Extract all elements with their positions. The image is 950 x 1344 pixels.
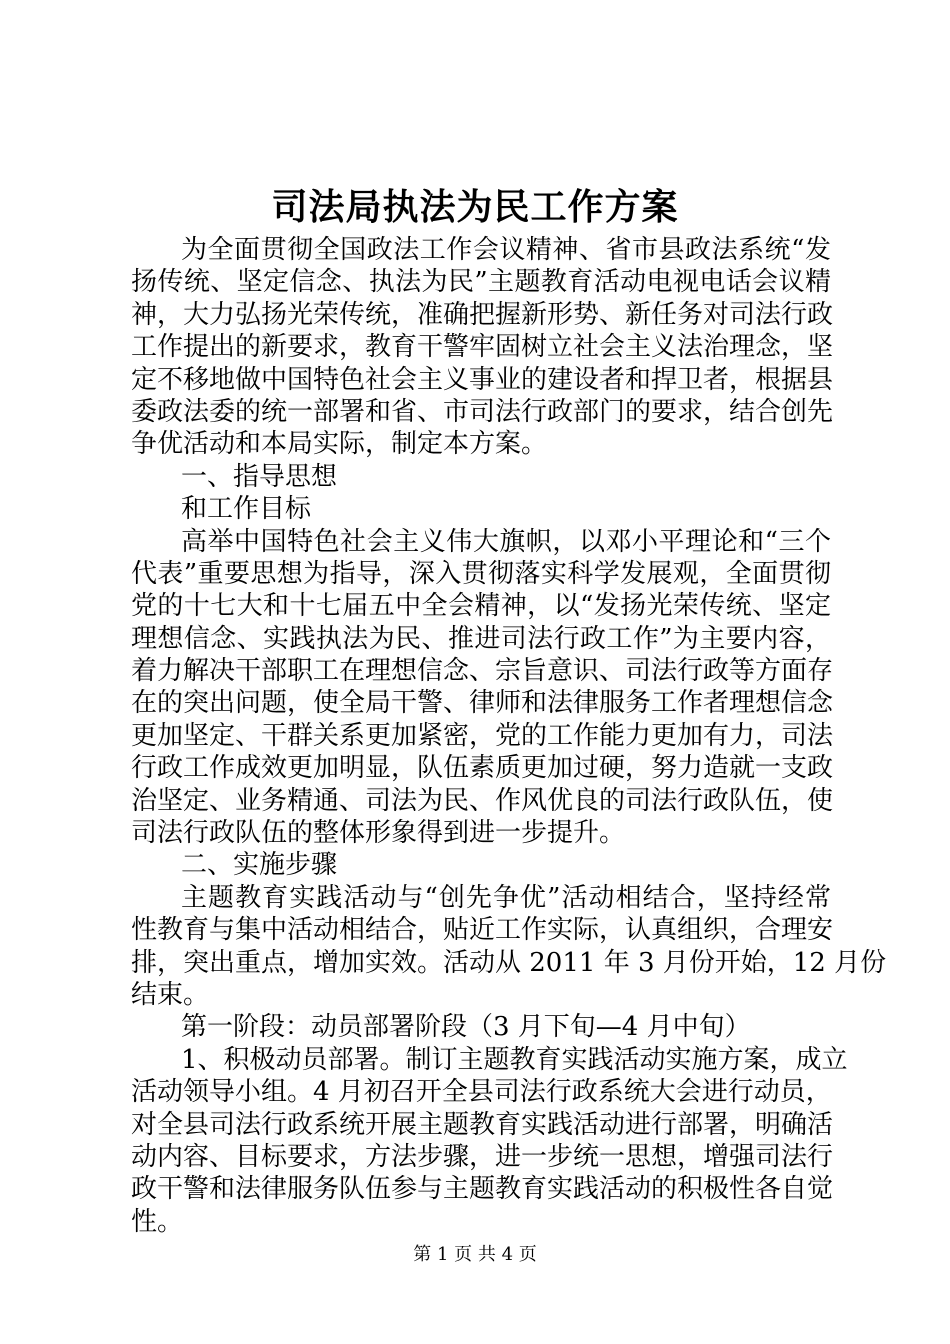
body-line: 和工作目标	[181, 494, 312, 525]
body-line: 定不移地做中国特色社会主义事业的建设者和捍卫者，根据县	[131, 364, 834, 395]
body-line: 委政法委的统一部署和省、市司法行政部门的要求，结合创先	[131, 396, 834, 427]
body-line: 一、指导思想	[181, 461, 338, 492]
document-title: 司法局执法为民工作方案	[271, 186, 679, 228]
body-line: 代表”重要思想为指导，深入贯彻落实科学发展观，全面贯彻	[131, 558, 831, 589]
body-line: 排，突出重点，增加实效。活动从 2011 年 3 月份开始，12 月份	[131, 947, 887, 978]
body-line: 主题教育实践活动与“创先争优”活动相结合，坚持经常	[181, 882, 831, 913]
document-body	[131, 234, 887, 1238]
body-line: 争优活动和本局实际，制定本方案。	[131, 429, 548, 460]
body-line: 党的十七大和十七届五中全会精神，以“发扬光荣传统、坚定	[131, 591, 831, 622]
body-line: 二、实施步骤	[181, 850, 338, 881]
body-line: 着力解决干部职工在理想信念、宗旨意识、司法行政等方面存	[131, 656, 834, 687]
body-line: 在的突出问题，使全局干警、律师和法律服务工作者理想信念	[131, 688, 834, 719]
body-line: 更加坚定、干群关系更加紧密，党的工作能力更加有力，司法	[131, 720, 834, 751]
body-line: 高举中国特色社会主义伟大旗帜，以邓小平理论和“三个	[181, 526, 831, 557]
body-line: 行政工作成效更加明显，队伍素质更加过硬，努力造就一支政	[131, 753, 834, 784]
body-line: 理想信念、实践执法为民、推进司法行政工作”为主要内容，	[131, 623, 831, 654]
body-line: 动内容、目标要求，方法步骤，进一步统一思想，增强司法行	[131, 1141, 834, 1172]
body-line: 扬传统、坚定信念、执法为民”主题教育活动电视电话会议精	[131, 267, 831, 298]
body-line: 性教育与集中活动相结合，贴近工作实际，认真组织，合理安	[131, 915, 834, 946]
body-line: 神，大力弘扬光荣传统，准确把握新形势、新任务对司法行政	[131, 299, 834, 330]
body-line: 治坚定、业务精通、司法为民、作风优良的司法行政队伍，使	[131, 785, 834, 816]
body-line: 第一阶段：动员部署阶段（3 月下旬—4 月中旬）	[181, 1012, 751, 1043]
body-line: 对全县司法行政系统开展主题教育实践活动进行部署，明确活	[131, 1109, 834, 1140]
body-line: 司法行政队伍的整体形象得到进一步提升。	[131, 818, 626, 849]
body-line: 工作提出的新要求，教育干警牢固树立社会主义法治理念，坚	[131, 332, 834, 363]
body-line: 活动领导小组。4 月初召开全县司法行政系统大会进行动员，	[131, 1077, 832, 1108]
body-line: 性。	[131, 1206, 184, 1237]
body-line: 1、积极动员部署。制订主题教育实践活动实施方案，成立	[181, 1044, 848, 1075]
page-footer: 第 1 页 共 4 页	[413, 1244, 537, 1265]
body-line: 结束。	[131, 979, 210, 1010]
body-line: 为全面贯彻全国政法工作会议精神、省市县政法系统“发	[181, 235, 831, 265]
body-line: 政干警和法律服务队伍参与主题教育实践活动的积极性各自觉	[131, 1174, 834, 1205]
